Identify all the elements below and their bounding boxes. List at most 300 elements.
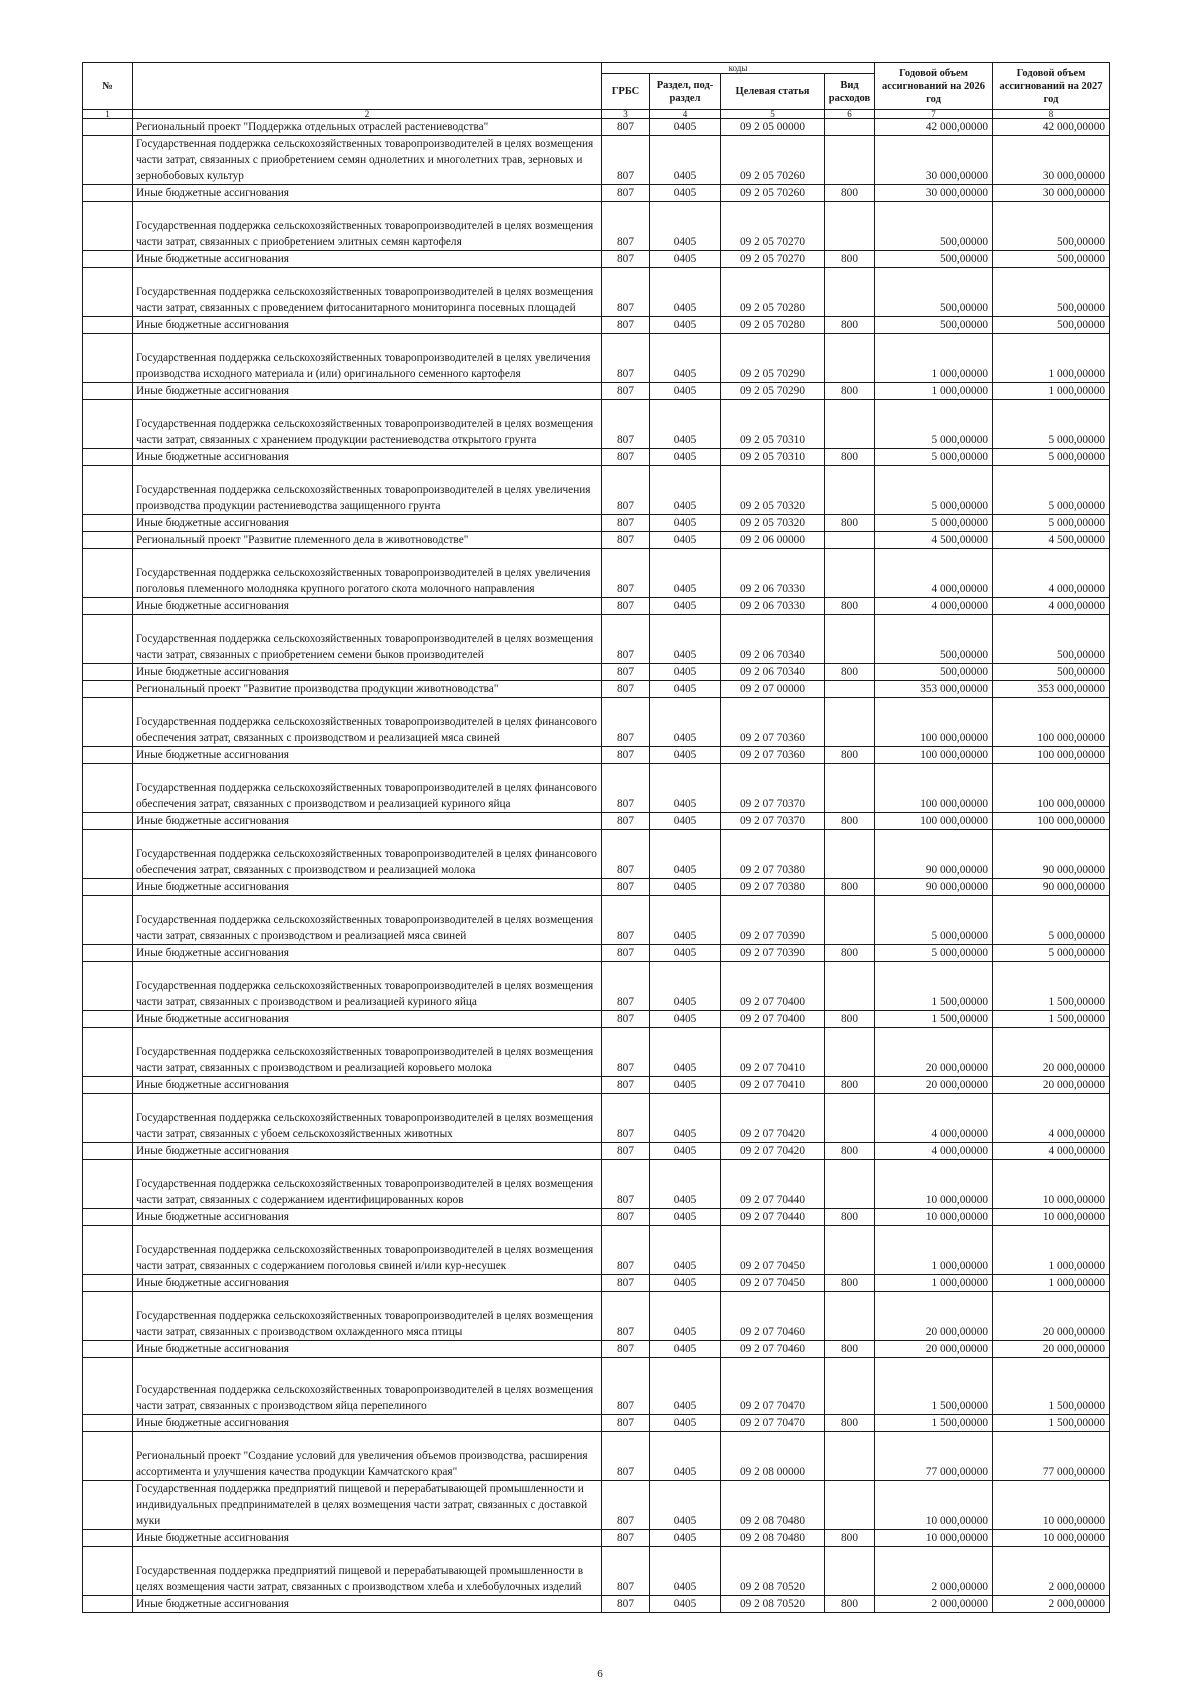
volume-2027: 1 000,00000: [993, 1275, 1110, 1292]
volume-2027: 20 000,00000: [993, 1292, 1110, 1341]
expense-kind: 800: [825, 1077, 875, 1094]
row-number-cell: [83, 664, 133, 681]
table-row: [83, 945, 1110, 962]
volume-2027: 30 000,00000: [993, 185, 1110, 202]
target-code: 09 2 07 70420: [721, 1094, 825, 1143]
table-row: [83, 1143, 1110, 1160]
target-code: 09 2 05 70260: [721, 185, 825, 202]
volume-2027: 500,00000: [993, 615, 1110, 664]
volume-2027: 100 000,00000: [993, 813, 1110, 830]
column-number: 8: [993, 110, 1110, 119]
table-row: [83, 962, 1110, 1011]
row-number-cell: [83, 251, 133, 268]
item-name: Государственная поддержка сельскохозяйственных товаропроизводителей в целях возмещения части затрат, связанных с хранением продукции растениеводства открытого грунта: [133, 400, 602, 449]
column-number-row: [83, 110, 1110, 119]
row-number-cell: [83, 1143, 133, 1160]
row-number-cell: [83, 615, 133, 664]
volume-2027: 1 000,00000: [993, 334, 1110, 383]
row-number-cell: [83, 1530, 133, 1547]
volume-2027: 5 000,00000: [993, 515, 1110, 532]
section-code: 0405: [650, 1011, 721, 1028]
volume-2027: 2 000,00000: [993, 1596, 1110, 1613]
expense-kind: [825, 1094, 875, 1143]
row-number-cell: [83, 698, 133, 747]
volume-2026: 500,00000: [875, 615, 993, 664]
grbs-code: 807: [602, 1160, 650, 1209]
expense-kind: [825, 202, 875, 251]
table-row: [83, 681, 1110, 698]
table-row: [83, 1011, 1110, 1028]
grbs-code: 807: [602, 681, 650, 698]
volume-2027: 1 000,00000: [993, 1226, 1110, 1275]
item-name: Государственная поддержка сельскохозяйственных товаропроизводителей в целях финансового обеспечения затрат, связанных с производством и реализацией молока: [133, 830, 602, 879]
section-code: 0405: [650, 598, 721, 615]
volume-2026: 77 000,00000: [875, 1432, 993, 1481]
row-number-cell: [83, 466, 133, 515]
table-body: [83, 119, 1110, 1613]
volume-2027: 353 000,00000: [993, 681, 1110, 698]
table-row: [83, 615, 1110, 664]
row-number-cell: [83, 830, 133, 879]
volume-2026: 1 000,00000: [875, 383, 993, 400]
section-code: 0405: [650, 1160, 721, 1209]
item-name: Иные бюджетные ассигнования: [133, 1209, 602, 1226]
grbs-code: 807: [602, 1481, 650, 1530]
expense-kind: 800: [825, 945, 875, 962]
item-name: Иные бюджетные ассигнования: [133, 1341, 602, 1358]
grbs-code: 807: [602, 449, 650, 466]
expense-kind: 800: [825, 598, 875, 615]
section-code: 0405: [650, 681, 721, 698]
item-name: Иные бюджетные ассигнования: [133, 747, 602, 764]
section-code: 0405: [650, 830, 721, 879]
section-code: 0405: [650, 1094, 721, 1143]
column-number: 4: [650, 110, 721, 119]
volume-2026: 10 000,00000: [875, 1530, 993, 1547]
item-name: Государственная поддержка сельскохозяйственных товаропроизводителей в целях возмещения части затрат, связанных с приобретением семени быков производителей: [133, 615, 602, 664]
section-code: 0405: [650, 449, 721, 466]
item-name: Иные бюджетные ассигнования: [133, 317, 602, 334]
item-name: Государственная поддержка сельскохозяйственных товаропроизводителей в целях возмещения части затрат, связанных с содержанием идентифицированных коров: [133, 1160, 602, 1209]
expense-kind: [825, 764, 875, 813]
table-row: [83, 1292, 1110, 1341]
grbs-code: 807: [602, 664, 650, 681]
target-code: 09 2 06 70330: [721, 549, 825, 598]
expense-kind: [825, 466, 875, 515]
volume-2026: 1 000,00000: [875, 1275, 993, 1292]
target-code: 09 2 05 70310: [721, 400, 825, 449]
volume-2027: 1 500,00000: [993, 1358, 1110, 1415]
row-number-cell: [83, 1415, 133, 1432]
row-number-cell: [83, 1358, 133, 1415]
grbs-code: 807: [602, 334, 650, 383]
expense-kind: [825, 1292, 875, 1341]
table-row: [83, 1415, 1110, 1432]
row-number-cell: [83, 1077, 133, 1094]
grbs-code: 807: [602, 1275, 650, 1292]
section-code: 0405: [650, 1358, 721, 1415]
section-code: 0405: [650, 202, 721, 251]
grbs-code: 807: [602, 1530, 650, 1547]
table-row: [83, 383, 1110, 400]
volume-2027: 500,00000: [993, 664, 1110, 681]
volume-2027: 100 000,00000: [993, 698, 1110, 747]
section-code: 0405: [650, 383, 721, 400]
target-code: 09 2 06 70340: [721, 664, 825, 681]
target-code: 09 2 07 70400: [721, 1011, 825, 1028]
expense-kind: [825, 896, 875, 945]
volume-2026: 2 000,00000: [875, 1596, 993, 1613]
expense-kind: [825, 615, 875, 664]
volume-2026: 10 000,00000: [875, 1160, 993, 1209]
row-number-cell: [83, 896, 133, 945]
row-number-cell: [83, 598, 133, 615]
target-code: 09 2 05 70270: [721, 251, 825, 268]
expense-kind: [825, 962, 875, 1011]
row-number-cell: [83, 1547, 133, 1596]
grbs-code: 807: [602, 1432, 650, 1481]
row-number-cell: [83, 334, 133, 383]
volume-2026: 4 000,00000: [875, 549, 993, 598]
table-row: [83, 1596, 1110, 1613]
section-code: 0405: [650, 1077, 721, 1094]
target-code: 09 2 07 70370: [721, 813, 825, 830]
section-code: 0405: [650, 1226, 721, 1275]
volume-2027: 90 000,00000: [993, 830, 1110, 879]
table-row: [83, 764, 1110, 813]
section-code: 0405: [650, 879, 721, 896]
item-name: Государственная поддержка сельскохозяйственных товаропроизводителей в целях возмещения части затрат, связанных с проведением фитосанитарного мониторинга посевных площадей: [133, 268, 602, 317]
table-row: [83, 334, 1110, 383]
volume-2026: 500,00000: [875, 664, 993, 681]
row-number-cell: [83, 532, 133, 549]
row-number-cell: [83, 1094, 133, 1143]
grbs-code: 807: [602, 1011, 650, 1028]
volume-2026: 5 000,00000: [875, 945, 993, 962]
volume-2026: 500,00000: [875, 317, 993, 334]
volume-2027: 77 000,00000: [993, 1432, 1110, 1481]
table-row: [83, 1275, 1110, 1292]
section-code: 0405: [650, 400, 721, 449]
expense-kind: 800: [825, 747, 875, 764]
page-number: 6: [597, 1668, 603, 1680]
volume-2026: 4 000,00000: [875, 1143, 993, 1160]
expense-kind: 800: [825, 664, 875, 681]
table-row: [83, 664, 1110, 681]
table-row: [83, 1094, 1110, 1143]
row-number-cell: [83, 549, 133, 598]
item-name: Иные бюджетные ассигнования: [133, 185, 602, 202]
item-name: Иные бюджетные ассигнования: [133, 515, 602, 532]
volume-2027: 5 000,00000: [993, 945, 1110, 962]
section-code: 0405: [650, 515, 721, 532]
grbs-code: 807: [602, 1292, 650, 1341]
volume-2027: 100 000,00000: [993, 764, 1110, 813]
target-code: 09 2 05 70310: [721, 449, 825, 466]
volume-2027: 1 500,00000: [993, 1415, 1110, 1432]
expense-kind: 800: [825, 449, 875, 466]
expense-kind: [825, 1160, 875, 1209]
target-code: 09 2 05 70290: [721, 334, 825, 383]
volume-2026: 10 000,00000: [875, 1481, 993, 1530]
volume-2026: 10 000,00000: [875, 1209, 993, 1226]
expense-kind: [825, 830, 875, 879]
expense-kind: 800: [825, 1143, 875, 1160]
item-name: Государственная поддержка сельскохозяйственных товаропроизводителей в целях возмещения части затрат, связанных с убоем сельскохозяйственных животных: [133, 1094, 602, 1143]
budget-table: [82, 62, 1110, 1613]
expense-kind: 800: [825, 1275, 875, 1292]
target-code: 09 2 06 00000: [721, 532, 825, 549]
grbs-code: 807: [602, 1358, 650, 1415]
volume-2027: 20 000,00000: [993, 1028, 1110, 1077]
volume-2026: 42 000,00000: [875, 119, 993, 136]
row-number-cell: [83, 1160, 133, 1209]
volume-2027: 42 000,00000: [993, 119, 1110, 136]
target-code: 09 2 07 00000: [721, 681, 825, 698]
volume-2027: 4 000,00000: [993, 1143, 1110, 1160]
target-code: 09 2 07 70470: [721, 1358, 825, 1415]
volume-2027: 2 000,00000: [993, 1547, 1110, 1596]
row-number-cell: [83, 268, 133, 317]
expense-kind: [825, 681, 875, 698]
table-row: [83, 119, 1110, 136]
item-name: Иные бюджетные ассигнования: [133, 879, 602, 896]
item-name: Региональный проект "Развитие племенного дела в животноводстве": [133, 532, 602, 549]
expense-kind: 800: [825, 383, 875, 400]
grbs-code: 807: [602, 598, 650, 615]
grbs-code: 807: [602, 962, 650, 1011]
section-code: 0405: [650, 1292, 721, 1341]
item-name: Государственная поддержка сельскохозяйственных товаропроизводителей в целях увеличения производства продукции растениеводства защищенного грунта: [133, 466, 602, 515]
volume-2026: 1 500,00000: [875, 1358, 993, 1415]
expense-kind: 800: [825, 251, 875, 268]
target-code: 09 2 05 70320: [721, 466, 825, 515]
grbs-code: 807: [602, 1077, 650, 1094]
expense-kind: [825, 119, 875, 136]
header-number: №: [83, 63, 133, 110]
section-code: 0405: [650, 615, 721, 664]
row-number-cell: [83, 879, 133, 896]
column-number: 7: [875, 110, 993, 119]
section-code: 0405: [650, 1432, 721, 1481]
volume-2027: 1 500,00000: [993, 962, 1110, 1011]
grbs-code: 807: [602, 1547, 650, 1596]
grbs-code: 807: [602, 515, 650, 532]
table-row: [83, 896, 1110, 945]
volume-2026: 30 000,00000: [875, 136, 993, 185]
target-code: 09 2 07 70410: [721, 1077, 825, 1094]
item-name: Иные бюджетные ассигнования: [133, 251, 602, 268]
section-code: 0405: [650, 896, 721, 945]
header-codes: коды: [602, 63, 875, 74]
target-code: 09 2 07 70370: [721, 764, 825, 813]
grbs-code: 807: [602, 202, 650, 251]
table-row: [83, 449, 1110, 466]
section-code: 0405: [650, 466, 721, 515]
target-code: 09 2 05 70290: [721, 383, 825, 400]
table-row: [83, 202, 1110, 251]
expense-kind: [825, 1358, 875, 1415]
grbs-code: 807: [602, 268, 650, 317]
section-code: 0405: [650, 1275, 721, 1292]
row-number-cell: [83, 1596, 133, 1613]
item-name: Государственная поддержка сельскохозяйственных товаропроизводителей в целях финансового обеспечения затрат, связанных с производством и реализацией куриного яйца: [133, 764, 602, 813]
table-row: [83, 136, 1110, 185]
grbs-code: 807: [602, 317, 650, 334]
item-name: Государственная поддержка предприятий пищевой и перерабатывающей промышленности в целях возмещения части затрат, связанных с производством хлеба и хлебобулочных изделий: [133, 1547, 602, 1596]
section-code: 0405: [650, 317, 721, 334]
volume-2026: 4 500,00000: [875, 532, 993, 549]
volume-2027: 20 000,00000: [993, 1341, 1110, 1358]
item-name: Государственная поддержка сельскохозяйственных товаропроизводителей в целях возмещения части затрат, связанных с производством охлажденного мяса птицы: [133, 1292, 602, 1341]
table-row: [83, 747, 1110, 764]
target-code: 09 2 05 70270: [721, 202, 825, 251]
section-code: 0405: [650, 747, 721, 764]
expense-kind: 800: [825, 879, 875, 896]
header-grbs: ГРБС: [602, 74, 650, 110]
volume-2027: 100 000,00000: [993, 747, 1110, 764]
section-code: 0405: [650, 1028, 721, 1077]
header-target: Целевая статья: [721, 74, 825, 110]
grbs-code: 807: [602, 813, 650, 830]
table-row: [83, 1077, 1110, 1094]
volume-2026: 100 000,00000: [875, 747, 993, 764]
section-code: 0405: [650, 813, 721, 830]
volume-2027: 10 000,00000: [993, 1160, 1110, 1209]
target-code: 09 2 05 70320: [721, 515, 825, 532]
table-row: [83, 515, 1110, 532]
column-number: 5: [721, 110, 825, 119]
grbs-code: 807: [602, 400, 650, 449]
volume-2026: 2 000,00000: [875, 1547, 993, 1596]
table-row: [83, 1358, 1110, 1415]
section-code: 0405: [650, 1596, 721, 1613]
item-name: Государственная поддержка сельскохозяйственных товаропроизводителей в целях возмещения части затрат, связанных с производством и реализацией коровьего молока: [133, 1028, 602, 1077]
expense-kind: [825, 334, 875, 383]
grbs-code: 807: [602, 698, 650, 747]
grbs-code: 807: [602, 1143, 650, 1160]
item-name: Иные бюджетные ассигнования: [133, 383, 602, 400]
row-number-cell: [83, 383, 133, 400]
table-row: [83, 466, 1110, 515]
grbs-code: 807: [602, 251, 650, 268]
grbs-code: 807: [602, 549, 650, 598]
target-code: 09 2 07 70450: [721, 1226, 825, 1275]
section-code: 0405: [650, 664, 721, 681]
row-number-cell: [83, 747, 133, 764]
table-header: [83, 63, 1110, 119]
grbs-code: 807: [602, 945, 650, 962]
expense-kind: [825, 1547, 875, 1596]
row-number-cell: [83, 136, 133, 185]
row-number-cell: [83, 400, 133, 449]
column-number: 1: [83, 110, 133, 119]
expense-kind: 800: [825, 1596, 875, 1613]
row-number-cell: [83, 1481, 133, 1530]
volume-2026: 500,00000: [875, 251, 993, 268]
section-code: 0405: [650, 962, 721, 1011]
target-code: 09 2 07 70390: [721, 896, 825, 945]
volume-2027: 1 500,00000: [993, 1011, 1110, 1028]
volume-2026: 90 000,00000: [875, 879, 993, 896]
volume-2026: 4 000,00000: [875, 1094, 993, 1143]
volume-2026: 100 000,00000: [875, 764, 993, 813]
table-row: [83, 268, 1110, 317]
section-code: 0405: [650, 1547, 721, 1596]
item-name: Государственная поддержка сельскохозяйственных товаропроизводителей в целях возмещения части затрат, связанных с производством и реализацией куриного яйца: [133, 962, 602, 1011]
item-name: Государственная поддержка сельскохозяйственных товаропроизводителей в целях возмещения части затрат, связанных с приобретением элитных семян картофеля: [133, 202, 602, 251]
volume-2027: 4 000,00000: [993, 549, 1110, 598]
table-row: [83, 1160, 1110, 1209]
grbs-code: 807: [602, 532, 650, 549]
expense-kind: 800: [825, 1530, 875, 1547]
grbs-code: 807: [602, 830, 650, 879]
volume-2026: 20 000,00000: [875, 1292, 993, 1341]
volume-2026: 5 000,00000: [875, 515, 993, 532]
item-name: Государственная поддержка сельскохозяйственных товаропроизводителей в целях финансового обеспечения затрат, связанных с производством и реализацией мяса свиней: [133, 698, 602, 747]
table-row: [83, 879, 1110, 896]
section-code: 0405: [650, 1481, 721, 1530]
volume-2027: 5 000,00000: [993, 466, 1110, 515]
item-name: Иные бюджетные ассигнования: [133, 1077, 602, 1094]
grbs-code: 807: [602, 896, 650, 945]
expense-kind: [825, 400, 875, 449]
volume-2026: 30 000,00000: [875, 185, 993, 202]
item-name: Региональный проект "Развитие производства продукции животноводства": [133, 681, 602, 698]
volume-2026: 20 000,00000: [875, 1077, 993, 1094]
grbs-code: 807: [602, 119, 650, 136]
target-code: 09 2 07 70460: [721, 1341, 825, 1358]
item-name: Иные бюджетные ассигнования: [133, 449, 602, 466]
table-row: [83, 400, 1110, 449]
table-row: [83, 1432, 1110, 1481]
volume-2027: 10 000,00000: [993, 1209, 1110, 1226]
row-number-cell: [83, 1209, 133, 1226]
header-kind: Вид расходов: [825, 74, 875, 110]
grbs-code: 807: [602, 1094, 650, 1143]
volume-2027: 10 000,00000: [993, 1530, 1110, 1547]
volume-2026: 20 000,00000: [875, 1341, 993, 1358]
table-row: [83, 813, 1110, 830]
target-code: 09 2 08 70520: [721, 1547, 825, 1596]
volume-2027: 90 000,00000: [993, 879, 1110, 896]
header-name: [133, 63, 602, 110]
target-code: 09 2 07 70380: [721, 830, 825, 879]
volume-2027: 500,00000: [993, 251, 1110, 268]
target-code: 09 2 07 70360: [721, 698, 825, 747]
item-name: Государственная поддержка сельскохозяйственных товаропроизводителей в целях увеличения производства исходного материала и (или) оригинального семенного картофеля: [133, 334, 602, 383]
volume-2026: 5 000,00000: [875, 466, 993, 515]
expense-kind: 800: [825, 1209, 875, 1226]
expense-kind: 800: [825, 317, 875, 334]
target-code: 09 2 07 70390: [721, 945, 825, 962]
expense-kind: [825, 1432, 875, 1481]
expense-kind: 800: [825, 515, 875, 532]
section-code: 0405: [650, 136, 721, 185]
row-number-cell: [83, 1226, 133, 1275]
volume-2027: 5 000,00000: [993, 400, 1110, 449]
target-code: 09 2 07 70440: [721, 1160, 825, 1209]
item-name: Государственная поддержка сельскохозяйственных товаропроизводителей в целях возмещения части затрат, связанных с приобретением семян однолетних и многолетних трав, зерновых и зернобобовых культур: [133, 136, 602, 185]
section-code: 0405: [650, 1341, 721, 1358]
target-code: 09 2 05 70260: [721, 136, 825, 185]
row-number-cell: [83, 1028, 133, 1077]
table-row: [83, 1209, 1110, 1226]
grbs-code: 807: [602, 185, 650, 202]
volume-2027: 10 000,00000: [993, 1481, 1110, 1530]
target-code: 09 2 05 70280: [721, 317, 825, 334]
row-number-cell: [83, 202, 133, 251]
